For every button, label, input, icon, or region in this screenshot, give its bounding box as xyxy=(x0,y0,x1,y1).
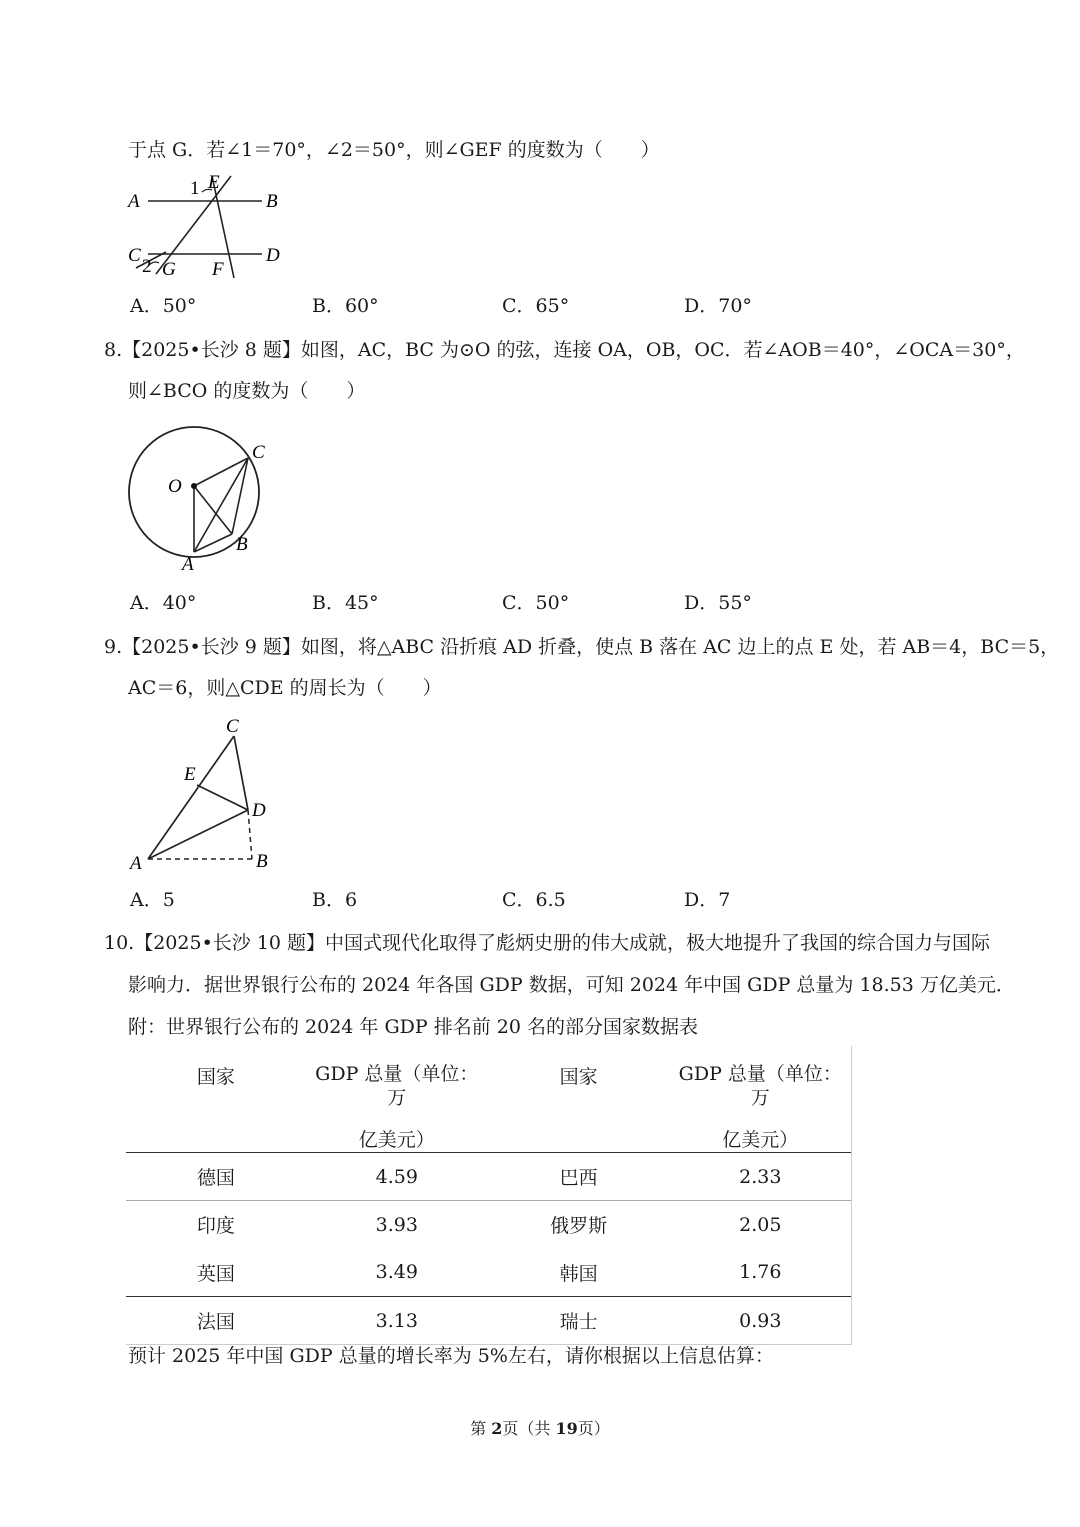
table-cell: 德国 xyxy=(196,1167,235,1189)
gdp-table-header xyxy=(126,1046,852,1153)
table-cell: 瑞士 xyxy=(559,1311,598,1333)
q10-text-line2: 影响力．据世界银行公布的 2024 年各国 GDP 数据，可知 2024 年中国 GDP 总量为 18.53 万亿美元． xyxy=(128,974,1015,996)
q7-option-b: B．60° xyxy=(312,295,379,317)
table-cell: 3.49 xyxy=(375,1261,418,1284)
q7-figure xyxy=(126,170,296,280)
q8-figure xyxy=(120,418,280,580)
table-cell: 4.59 xyxy=(375,1165,418,1188)
q10-text-line1: 10.【2025•长沙 10 题】中国式现代化取得了彪炳史册的伟大成就，极大地提升了我国的综合国力与国际 xyxy=(104,932,991,954)
footer-mid: 页（共 xyxy=(502,1419,556,1438)
footer-page-number: 2 xyxy=(491,1419,503,1438)
q9-text-line1: 9.【2025•长沙 9 题】如图，将△ABC 沿折痕 AD 折叠，使点 B 落在 AC 边上的点 E 处，若 AB＝4，BC＝5， xyxy=(104,636,1060,658)
q8-label-B: B xyxy=(236,534,248,555)
table-cell: 法国 xyxy=(196,1311,235,1333)
q9-label-E: E xyxy=(184,764,196,785)
q8-text-line2: 则∠BCO 的度数为（ ） xyxy=(128,380,366,402)
q10-text-after: 预计 2025 年中国 GDP 总量的增长率为 5%左右，请你根据以上信息估算： xyxy=(128,1345,774,1367)
header-gdp-2 xyxy=(670,1046,852,1153)
header-gdp-2b: 亿美元） xyxy=(722,1129,799,1151)
q9-option-a: A．5 xyxy=(130,889,175,911)
q9-label-B: B xyxy=(256,851,268,872)
q7-option-c: C．65° xyxy=(502,295,570,317)
table-cell: 巴西 xyxy=(559,1167,598,1189)
q7-label-B: B xyxy=(266,191,278,212)
footer-post: 页） xyxy=(577,1419,610,1438)
q8-option-d: D．55° xyxy=(684,592,752,614)
q7-label-A: A xyxy=(128,191,140,212)
q8-label-O: O xyxy=(168,476,182,497)
q8-label-A: A xyxy=(182,554,194,575)
q7-label-D: D xyxy=(266,245,280,266)
footer-pre: 第 xyxy=(470,1419,492,1438)
q9-text-line2: AC＝6，则△CDE 的周长为（ ） xyxy=(128,677,442,699)
q7-label-F: F xyxy=(212,259,224,280)
header-gdp-1 xyxy=(306,1046,488,1153)
q9-option-d: D．7 xyxy=(684,889,731,911)
q8-option-c: C．50° xyxy=(502,592,570,614)
table-cell: 印度 xyxy=(196,1215,235,1238)
table-row xyxy=(126,1249,852,1297)
footer-total-pages: 19 xyxy=(555,1419,578,1438)
q7-label-1: 1 xyxy=(190,178,200,199)
q9-option-c: C．6.5 xyxy=(502,889,566,911)
q10-text-line3: 附：世界银行公布的 2024 年 GDP 排名前 20 名的部分国家数据表 xyxy=(128,1016,698,1038)
q7-option-a: A．50° xyxy=(130,295,197,317)
q7-option-d: D．70° xyxy=(684,295,752,317)
table-cell: 3.93 xyxy=(375,1213,418,1236)
q8-option-a: A．40° xyxy=(130,592,197,614)
q9-label-C: C xyxy=(226,716,239,737)
table-cell: 韩国 xyxy=(559,1262,598,1285)
table-row xyxy=(126,1201,852,1249)
q9-figure xyxy=(124,712,284,878)
table-cell: 英国 xyxy=(196,1262,235,1285)
q8-option-b: B．45° xyxy=(312,592,379,614)
q8-label-C: C xyxy=(252,442,265,463)
header-gdp-1b: 亿美元） xyxy=(358,1129,435,1151)
q9-label-D: D xyxy=(252,800,266,821)
table-row xyxy=(126,1297,852,1345)
q9-option-b: B．6 xyxy=(312,889,358,911)
q9-label-A: A xyxy=(130,853,142,874)
table-cell: 0.93 xyxy=(670,1297,852,1345)
q7-label-E: E xyxy=(208,172,220,193)
q7-label-2: 2 xyxy=(142,256,152,277)
header-gdp-2a: GDP 总量（单位：万 xyxy=(678,1063,842,1109)
table-cell: 3.13 xyxy=(375,1309,418,1332)
q7-label-C: C xyxy=(128,245,141,266)
q7-text: 于点 G．若∠1＝70°，∠2＝50°，则∠GEF 的度数为（ ） xyxy=(128,139,660,161)
gdp-table xyxy=(126,1046,852,1345)
table-cell: 2.05 xyxy=(670,1201,852,1249)
header-country-1: 国家 xyxy=(196,1066,235,1088)
page-footer xyxy=(0,1416,1080,1439)
header-country-2: 国家 xyxy=(559,1066,598,1088)
table-cell: 俄罗斯 xyxy=(550,1215,608,1238)
q7-label-G: G xyxy=(162,259,176,280)
q8-text-line1: 8.【2025•长沙 8 题】如图，AC，BC 为⊙O 的弦，连接 OA，OB，OC．若∠AOB＝40°，∠OCA＝30°， xyxy=(104,339,1025,361)
table-row xyxy=(126,1153,852,1201)
table-cell: 1.76 xyxy=(670,1249,852,1297)
table-cell: 2.33 xyxy=(670,1153,852,1201)
header-gdp-1a: GDP 总量（单位：万 xyxy=(315,1063,479,1109)
